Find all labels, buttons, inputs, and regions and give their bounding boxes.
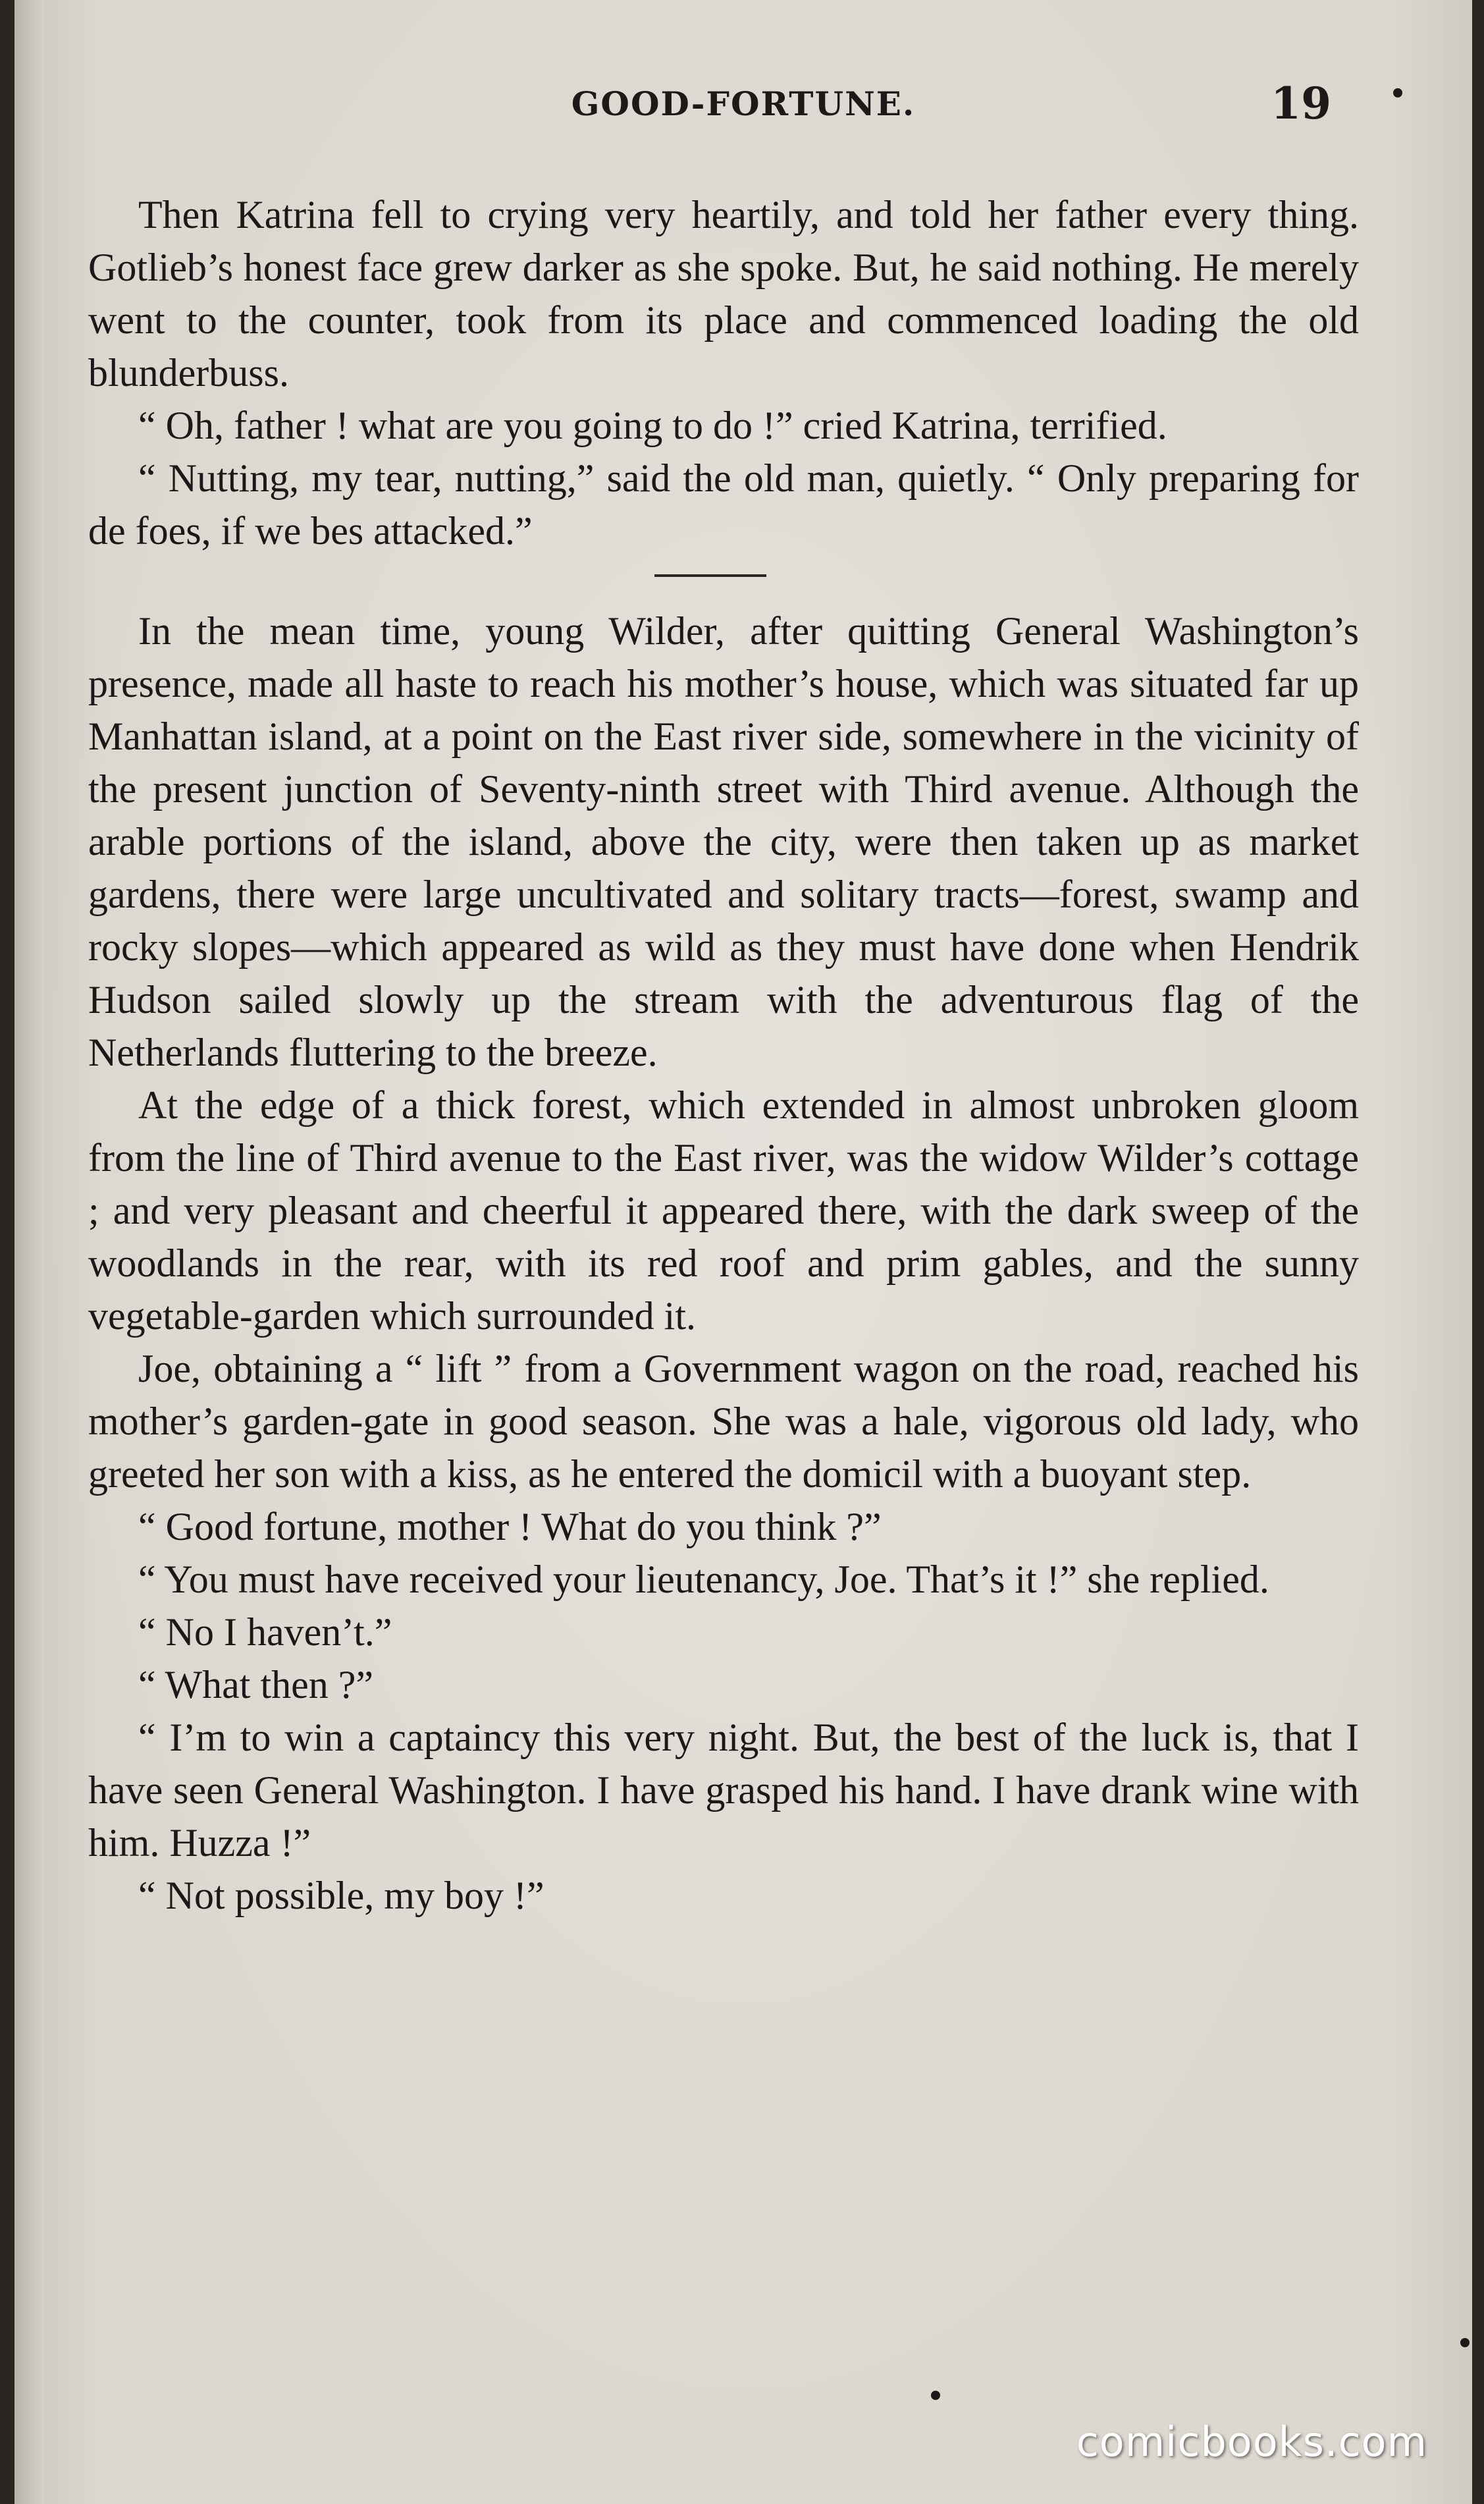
paragraph: “ Oh, father ! what are you going to do !” cried Katrina, terrified. <box>138 404 1167 447</box>
section-divider <box>654 574 766 577</box>
paragraph: “ I’m to win a captaincy this very night. But, the best of the luck is, that I have seen General Washington. I have grasped his hand. I have drank wine with him. Huzza !” <box>88 1716 1359 1864</box>
running-head: GOOD-FORTUNE. <box>571 84 916 123</box>
paragraph: “ What then ?” <box>138 1663 374 1706</box>
body-text <box>88 188 1359 1922</box>
book-page <box>14 0 1472 2504</box>
paragraph: Then Katrina fell to crying very heartily, and told her father every thing. Gotlieb’s honest face grew darker as she spoke. But, he said nothing. He merely went to the counter, took from its place and commenced loading the old blunderbuss. <box>88 193 1359 395</box>
paragraph: In the mean time, young Wilder, after quitting General Washington’s presence, made all haste to reach his mother’s house, which was situated far up Manhattan island, at a point on the East river side, somewhere in the vicinity of the present junction of Seventy-ninth street with Third avenue. Although the arable portions of the island, above the city, were then taken up as market gardens, there were large uncultivated and solitary tracts—forest, swamp and rocky slopes—which appeared as wild as they must have done when Hendrik Hudson sailed slowly up the stream with the adventurous flag of the Netherlands fluttering to the breeze. <box>88 609 1359 1074</box>
paragraph: “ Good fortune, mother ! What do you think ?” <box>138 1505 882 1548</box>
paragraph: At the edge of a thick forest, which extended in almost unbroken gloom from the line of Third avenue to the East river, was the widow Wilder’s cottage ; and very pleasant and cheerful it appeared there, with the dark sweep of the woodlands in the rear, with its red roof and prim gables, and the sunny vegetable-garden which surrounded it. <box>88 1083 1359 1338</box>
paragraph: “ You must have received your lieutenancy, Joe. That’s it !” she replied. <box>138 1558 1269 1601</box>
ink-speck <box>931 2391 940 2400</box>
page-gutter <box>14 0 43 2504</box>
paragraph: “ Not possible, my boy !” <box>138 1874 544 1917</box>
paragraph: Joe, obtaining a “ lift ” from a Government wagon on the road, reached his mother’s garden-gate in good season. She was a hale, vigorous old lady, who greeted her son with a kiss, as he entered the domicil with a buoyant step. <box>88 1347 1359 1496</box>
ink-speck <box>1460 2338 1470 2347</box>
paragraph: “ Nutting, my tear, nutting,” said the old man, quietly. “ Only preparing for de foes, if we bes attacked.” <box>88 456 1359 553</box>
page-number: 19 <box>1271 78 1331 129</box>
ink-speck <box>1393 88 1402 97</box>
paragraph: “ No I haven’t.” <box>138 1610 392 1654</box>
watermark: comicbooks.com <box>1076 2418 1427 2466</box>
